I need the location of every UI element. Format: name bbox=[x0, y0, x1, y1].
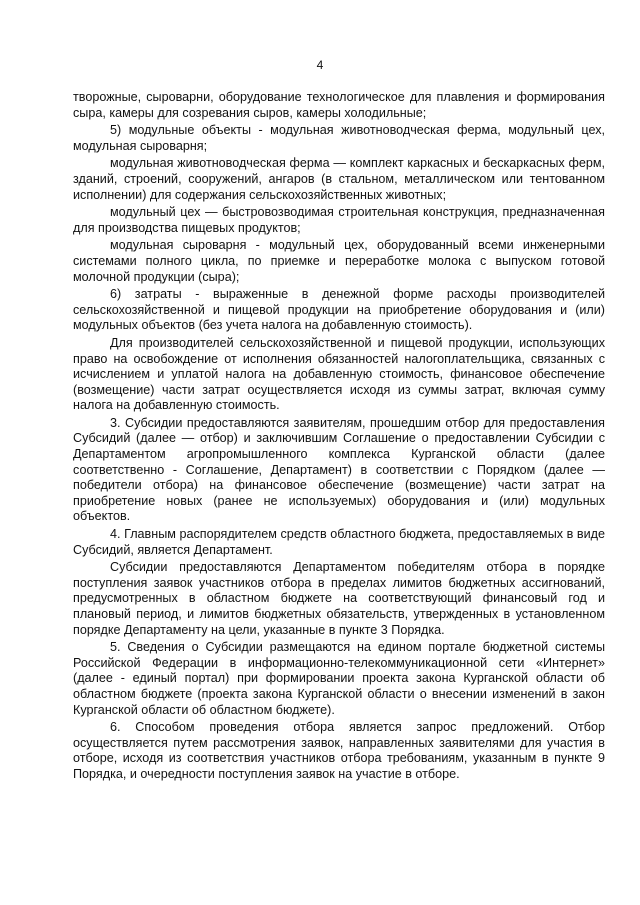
paragraph-continuation: творожные, сыроварни, оборудование технологическое для плавления и формирования сыра, камеры для созревания сыров, камеры холодильные; bbox=[73, 90, 605, 120]
paragraph-costs: 6) затраты - выраженные в денежной форме расходы производителей сельскохозяйственной и пищевой продукции на приобретение оборудования и (или) модульных объектов (без учета налога на добавленную стоимость). bbox=[73, 287, 605, 333]
paragraph-modular-cheese-dairy: модульная сыроварня - модульный цех, оборудованный всеми инженерными системами полного цикла, по приемке и переработке молока с выпуском готовой молочной продукции (сыра); bbox=[73, 238, 605, 284]
paragraph-item-3: 3. Субсидии предоставляются заявителям, прошедшим отбор для предоставления Субсидий (далее — отбор) и заключившим Соглашение о предоставлении Субсидии с Департаментом агропромышленного комплекса Курганской области (далее соответственно - Соглашение, Департамент) в соответствии с Порядком (далее — победители отбора) на финансовое обеспечение (возмещение) части затрат на приобретение новых (ранее не используемых) оборудования и (или) модульных объектов. bbox=[73, 415, 605, 524]
document-body bbox=[73, 90, 605, 785]
page-number: 4 bbox=[316, 58, 324, 72]
paragraph-modular-workshop: модульный цех — быстровозводимая строительная конструкция, предназначенная для производства пищевых продуктов; bbox=[73, 205, 605, 235]
paragraph-item-6: 6. Способом проведения отбора является запрос предложений. Отбор осуществляется путем рассмотрения заявок, направленных заявителями для участия в отборе, исходя из соответствия участников отбора требованиям, указанным в пункте 9 Порядка, и очередности поступления заявок на участие в отборе. bbox=[73, 720, 605, 781]
paragraph-modular-farm: модульная животноводческая ферма — комплект каркасных и бескаркасных ферм, зданий, строений, сооружений, ангаров (в стальном, металлическом или тентованном исполнении) для содержания сельскохозяйственных животных; bbox=[73, 156, 605, 202]
paragraph-subsidy-order: Субсидии предоставляются Департаментом победителям отбора в порядке поступления заявок участников отбора в пределах лимитов бюджетных ассигнований, предусмотренных в областном бюджете на соответствующий финансовый год и плановый период, и лимитов бюджетных обязательств, утвержденных в установленном порядке Департаменту на цели, указанные в пункте 3 Порядка. bbox=[73, 560, 605, 637]
paragraph-item-4: 4. Главным распорядителем средств областного бюджета, предоставляемых в виде Субсидий, является Департамент. bbox=[73, 527, 605, 557]
paragraph-vat-exemption: Для производителей сельскохозяйственной и пищевой продукции, использующих право на освобождение от исполнения обязанностей налогоплательщика, связанных с исчислением и уплатой налога на добавленную стоимость, финансовое обеспечение (возмещение) части затрат осуществляется исходя из суммы затрат, включая сумму налога на добавленную стоимость. bbox=[73, 335, 605, 413]
paragraph-modular-objects: 5) модульные объекты - модульная животноводческая ферма, модульный цех, модульная сыроварня; bbox=[73, 123, 605, 153]
paragraph-item-5: 5. Сведения о Субсидии размещаются на едином портале бюджетной системы Российской Федерации в информационно-телекоммуникационной сети «Интернет» (далее - единый портал) при формировании проекта закона Курганской области об областном бюджете (проекта закона Курганской области о внесении изменений в закон Курганской области об областном бюджете). bbox=[73, 640, 605, 717]
